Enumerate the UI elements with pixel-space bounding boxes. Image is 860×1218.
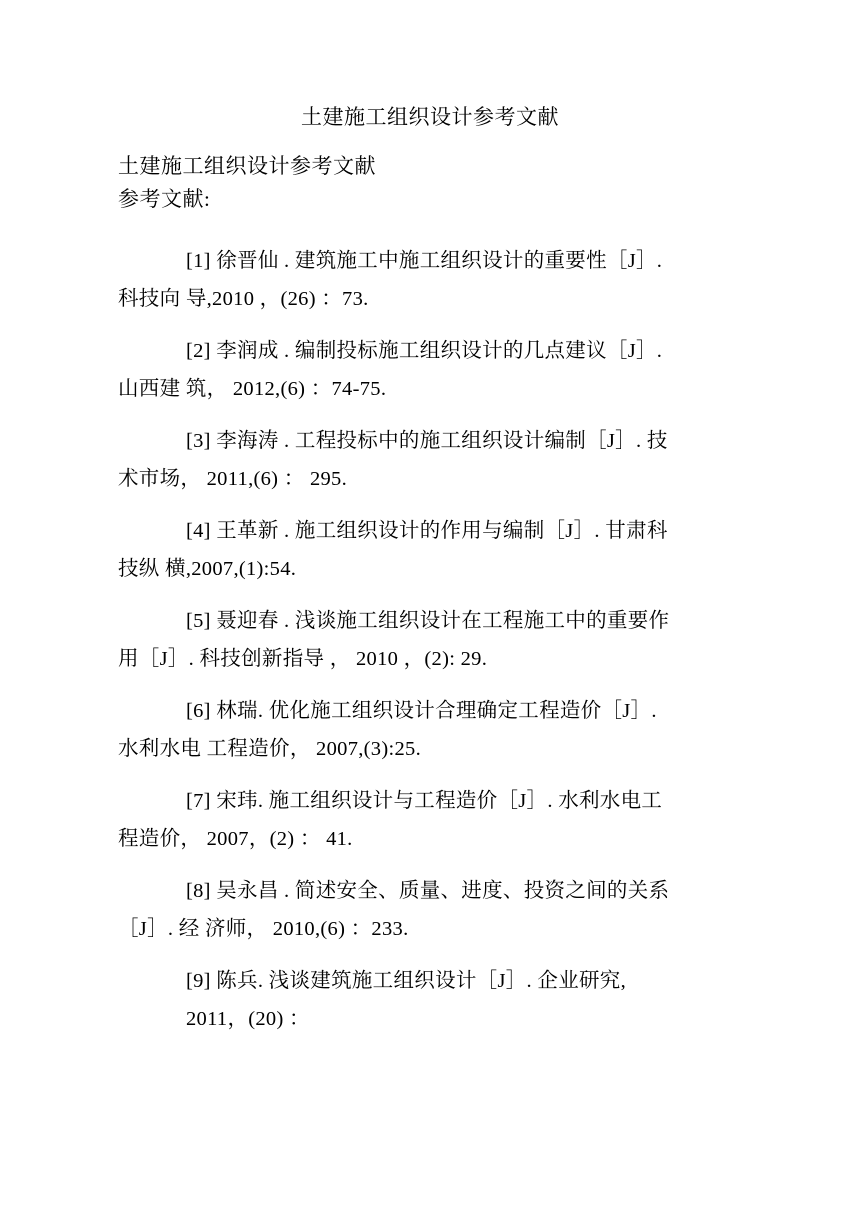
reference-item-4-line-2: 技纵 横,2007,(1):54. [118,558,297,580]
reference-item-6-line-1: [6] 林瑞. 优化施工组织设计合理确定工程造价［J］. [186,700,657,722]
reference-item-2-line-2: 山西建 筑， 2012,(6) ：74-75. [118,378,387,400]
reference-item-4-line-1: [4] 王革新 . 施工组织设计的作用与编制［J］. 甘肃科 [186,520,668,542]
reference-item-3-line-1: [3] 李海涛 . 工程投标中的施工组织设计编制［J］. 技 [186,430,668,452]
reference-item-8-line-2: ［J］. 经 济师， 2010,(6) ：233. [118,918,409,940]
subtitle-line-2: 参考文献: [118,187,211,211]
reference-item-3 [118,422,742,498]
reference-item-8-line-1: [8] 吴永昌 . 简述安全、质量、进度、投资之间的关系 [186,880,670,902]
reference-item-5-line-2: 用［J］. 科技创新指导 ， 2010 ，(2): 29. [118,648,488,670]
reference-item-4 [118,512,742,588]
reference-item-9-line-1: [9] 陈兵. 浅谈建筑施工组织设计［J］. 企业研究, [186,970,627,992]
reference-item-6-line-2: 水利水电 工程造价， 2007,(3):25. [118,738,421,760]
reference-item-1 [118,242,742,318]
reference-list [118,242,742,1038]
reference-item-9-line-2: 2011，(20) ： [186,1008,310,1030]
reference-item-5-line-1: [5] 聂迎春 . 浅谈施工组织设计在工程施工中的重要作 [186,610,670,632]
reference-item-7-line-1: [7] 宋玮. 施工组织设计与工程造价［J］. 水利水电工 [186,790,663,812]
reference-item-5 [118,602,742,678]
reference-item-3-line-2: 术市场， 2011,(6) ： 295. [118,468,348,490]
reference-item-1-line-1: [1] 徐晋仙 . 建筑施工中施工组织设计的重要性［J］. [186,250,663,272]
reference-item-6 [118,692,742,768]
reference-item-7-line-2: 程造价， 2007，(2) ： 41. [118,828,353,850]
reference-item-7 [118,782,742,858]
reference-item-9 [118,962,742,1038]
reference-item-8 [118,872,742,948]
reference-item-2 [118,332,742,408]
page-title: 土建施工组织设计参考文献 [301,105,559,129]
reference-item-2-line-1: [2] 李润成 . 编制投标施工组织设计的几点建议［J］. [186,340,663,362]
subtitle-line-1: 土建施工组织设计参考文献 [118,154,376,178]
reference-item-1-line-2: 科技向 导,2010 ，(26) ：73. [118,288,369,310]
